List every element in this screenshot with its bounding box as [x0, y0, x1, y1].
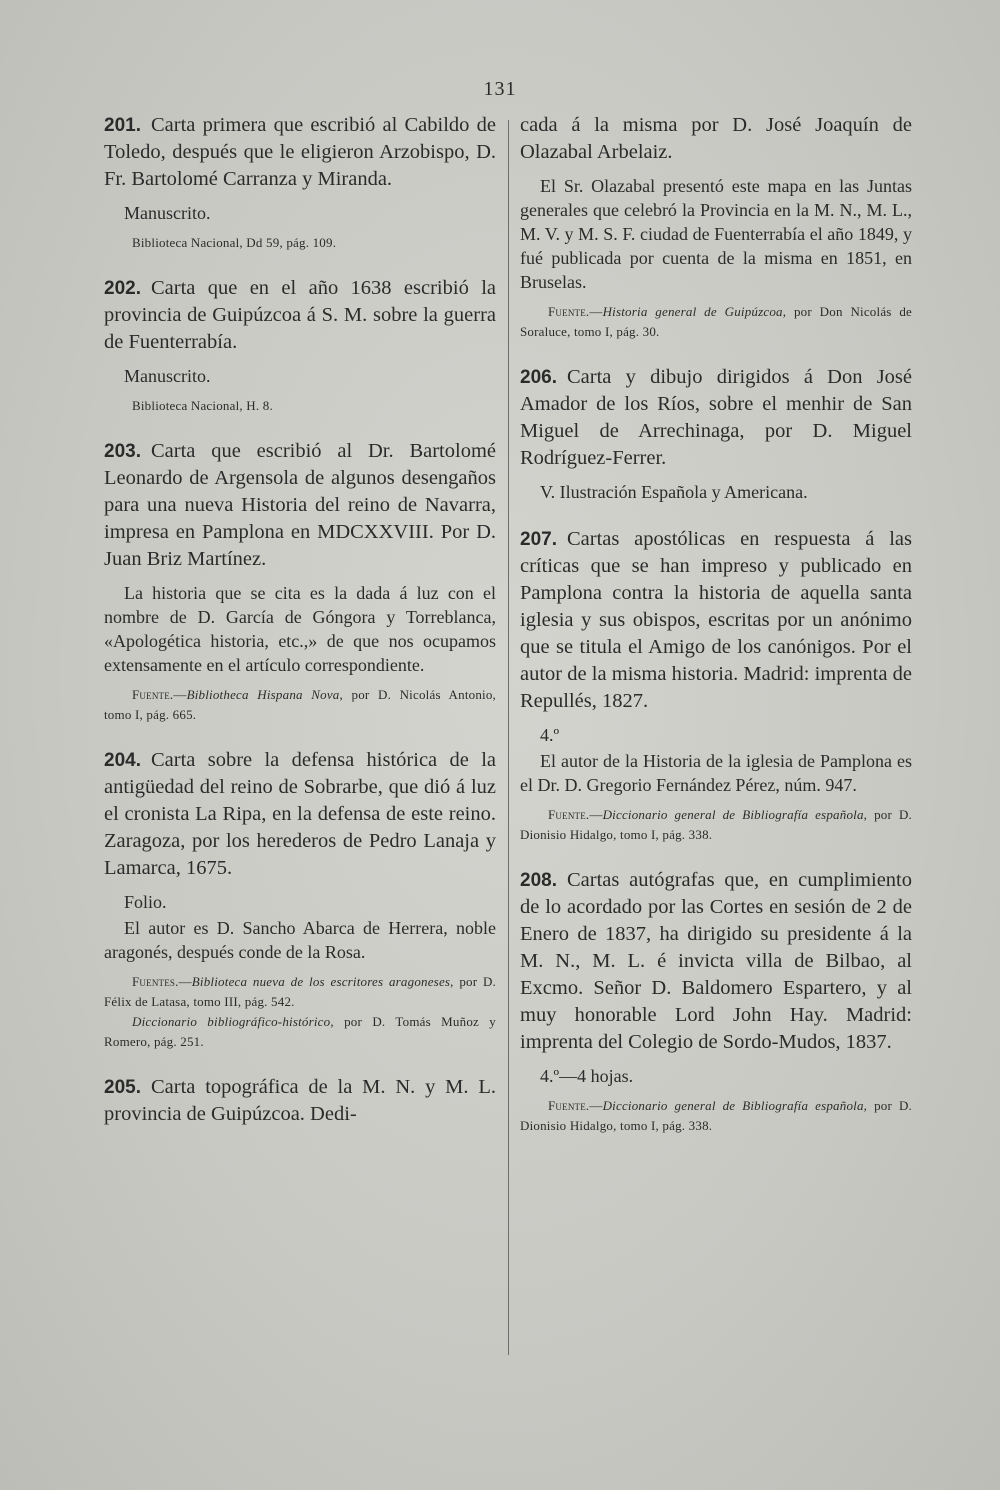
entry-number: 206.: [520, 367, 557, 388]
source-title: Historia general de Guipúzcoa,: [602, 304, 787, 319]
entry-source: [104, 972, 496, 1012]
entry-title: [520, 364, 912, 472]
entry-title-continuation: cada á la misma por D. José Joaquín de Olazabal Arbelaiz.: [520, 114, 912, 163]
entry-title: [104, 275, 496, 356]
source-label: Fuentes.—: [132, 974, 192, 989]
entry-206: [520, 364, 912, 504]
entry-source: [520, 805, 912, 845]
entry-title: [104, 112, 496, 193]
entry-title-text: Cartas apostólicas en respuesta á las críticas que se han impreso y publicado en Pamplona contra la historia de aquella santa iglesia y sus obispos, escritas por un anónimo que se titula el Amigo de los canónigos. Por el autor de la misma historia. Madrid: imprenta de Repullés, 1827.: [520, 528, 912, 712]
entry-203: [104, 438, 496, 725]
left-column: [104, 112, 496, 1150]
entry-note: La historia que se cita es la dada á luz con el nombre de D. García de Góngora y Torreblanca, «Apologética historia, etc.,» de que nos ocupamos extensamente en el artículo correspondiente.: [104, 583, 496, 675]
entry-title: [520, 867, 912, 1056]
entry-title-text: Carta topográfica de la M. N. y M. L. provincia de Guipúzcoa. Dedi-: [104, 1076, 496, 1125]
entry-title: [104, 438, 496, 573]
entry-number: 205.: [104, 1077, 141, 1098]
right-column: [520, 112, 912, 1158]
entry-source: Biblioteca Nacional, Dd 59, pág. 109.: [132, 235, 337, 250]
column-divider: [508, 120, 509, 1355]
entry-source: [104, 685, 496, 725]
entry-title-text: Carta que escribió al Dr. Bartolomé Leonardo de Argensola de algunos desengaños para una nueva Historia del reino de Navarra, impresa en Pamplona en MDCXXVIII. Por D. Juan Briz Martínez.: [104, 440, 496, 570]
entry-title-text: Carta sobre la defensa histórica de la antigüedad del reino de Sobrarbe, que dió á luz el cronista La Ripa, en la defensa de este reino. Zaragoza, por los herederos de Pedro Lanaja y Lamarca, 1675.: [104, 749, 496, 879]
entry-source: Biblioteca Nacional, H. 8.: [132, 398, 273, 413]
entry-title: [520, 526, 912, 715]
entry-format-note: 4.º—4 hojas.: [540, 1066, 634, 1086]
entry-note: El autor de la Historia de la iglesia de Pamplona es el Dr. D. Gregorio Fernández Pérez, núm. 947.: [520, 751, 912, 795]
source-details: por D. Nicolás Antonio, tomo I, pág. 665.: [104, 687, 496, 722]
entry-title: [104, 747, 496, 882]
entry-title-text: Carta primera que escribió al Cabildo de Toledo, después que le eligieron Arzobispo, D. Fr. Bartolomé Carranza y Miranda.: [104, 114, 496, 190]
entry-201: [104, 112, 496, 253]
entry-208: [520, 867, 912, 1136]
entry-205-continued: [520, 112, 912, 342]
entry-number: 202.: [104, 278, 141, 299]
source-title: Diccionario bibliográfico-histórico,: [132, 1014, 334, 1029]
entry-format-note: Folio.: [124, 892, 167, 912]
entry-source-secondary: [104, 1012, 496, 1052]
entry-202: [104, 275, 496, 416]
source-details: por D. Dionisio Hidalgo, tomo I, pág. 338.: [520, 807, 912, 842]
page-number: 131: [483, 78, 517, 100]
source-title: Diccionario general de Bibliografía española,: [602, 1098, 868, 1113]
entry-number: 203.: [104, 441, 141, 462]
entry-note: El Sr. Olazabal presentó este mapa en las Juntas generales que celebró la Provincia en la M. N., M. L., M. V. y M. S. F. ciudad de Fuenterrabía el año 1849, y fué publicada por cuenta de la misma en 1851, en Bruselas.: [520, 176, 912, 292]
source-details: por D. Félix de Latasa, tomo III, pág. 542.: [104, 974, 496, 1009]
source-title: Bibliotheca Hispana Nova,: [186, 687, 343, 702]
entry-note: Manuscrito.: [124, 366, 211, 386]
entry-205: [104, 1074, 496, 1128]
source-label: Fuente.—: [132, 687, 187, 702]
source-label: Fuente.—: [548, 1098, 603, 1113]
entry-title: [104, 1074, 496, 1128]
source-label: Fuente.—: [548, 807, 603, 822]
source-details: por Don Nicolás de Soraluce, tomo I, pág. 30.: [520, 304, 912, 339]
entry-note: El autor es D. Sancho Abarca de Herrera, noble aragonés, después conde de la Rosa.: [104, 918, 496, 962]
source-title: Diccionario general de Bibliografía española,: [602, 807, 868, 822]
entry-note: V. Ilustración Española y Americana.: [540, 482, 808, 502]
entry-number: 201.: [104, 115, 141, 136]
entry-format-note: 4.º: [540, 725, 560, 745]
entry-source: [520, 302, 912, 342]
entry-number: 204.: [104, 750, 141, 771]
entry-207: [520, 526, 912, 845]
entry-title-text: Carta que en el año 1638 escribió la provincia de Guipúzcoa á S. M. sobre la guerra de Fuenterrabía.: [104, 277, 496, 353]
source-details: por D. Dionisio Hidalgo, tomo I, pág. 338.: [520, 1098, 912, 1133]
entry-number: 207.: [520, 529, 557, 550]
source-title: Biblioteca nueva de los escritores aragoneses,: [191, 974, 454, 989]
entry-204: [104, 747, 496, 1052]
entry-title-text: Carta y dibujo dirigidos á Don José Amador de los Ríos, sobre el menhir de San Miguel de Arrechinaga, por D. Miguel Rodríguez-Ferrer.: [520, 366, 912, 469]
entry-source: [520, 1096, 912, 1136]
entry-number: 208.: [520, 870, 557, 891]
entry-note: Manuscrito.: [124, 203, 211, 223]
source-details: por D. Tomás Muñoz y Romero, pág. 251.: [104, 1014, 496, 1049]
entry-title-text: Cartas autógrafas que, en cumplimiento de lo acordado por las Cortes en sesión de 2 de Enero de 1837, ha dirigido su presidente á la M. N., M. L. é invicta villa de Bilbao, al Excmo. Señor D. Baldomero Espartero, y al muy honorable Lord John Hay. Madrid: imprenta del Colegio de Sordo-Mudos, 1837.: [520, 869, 912, 1053]
source-label: Fuente.—: [548, 304, 603, 319]
